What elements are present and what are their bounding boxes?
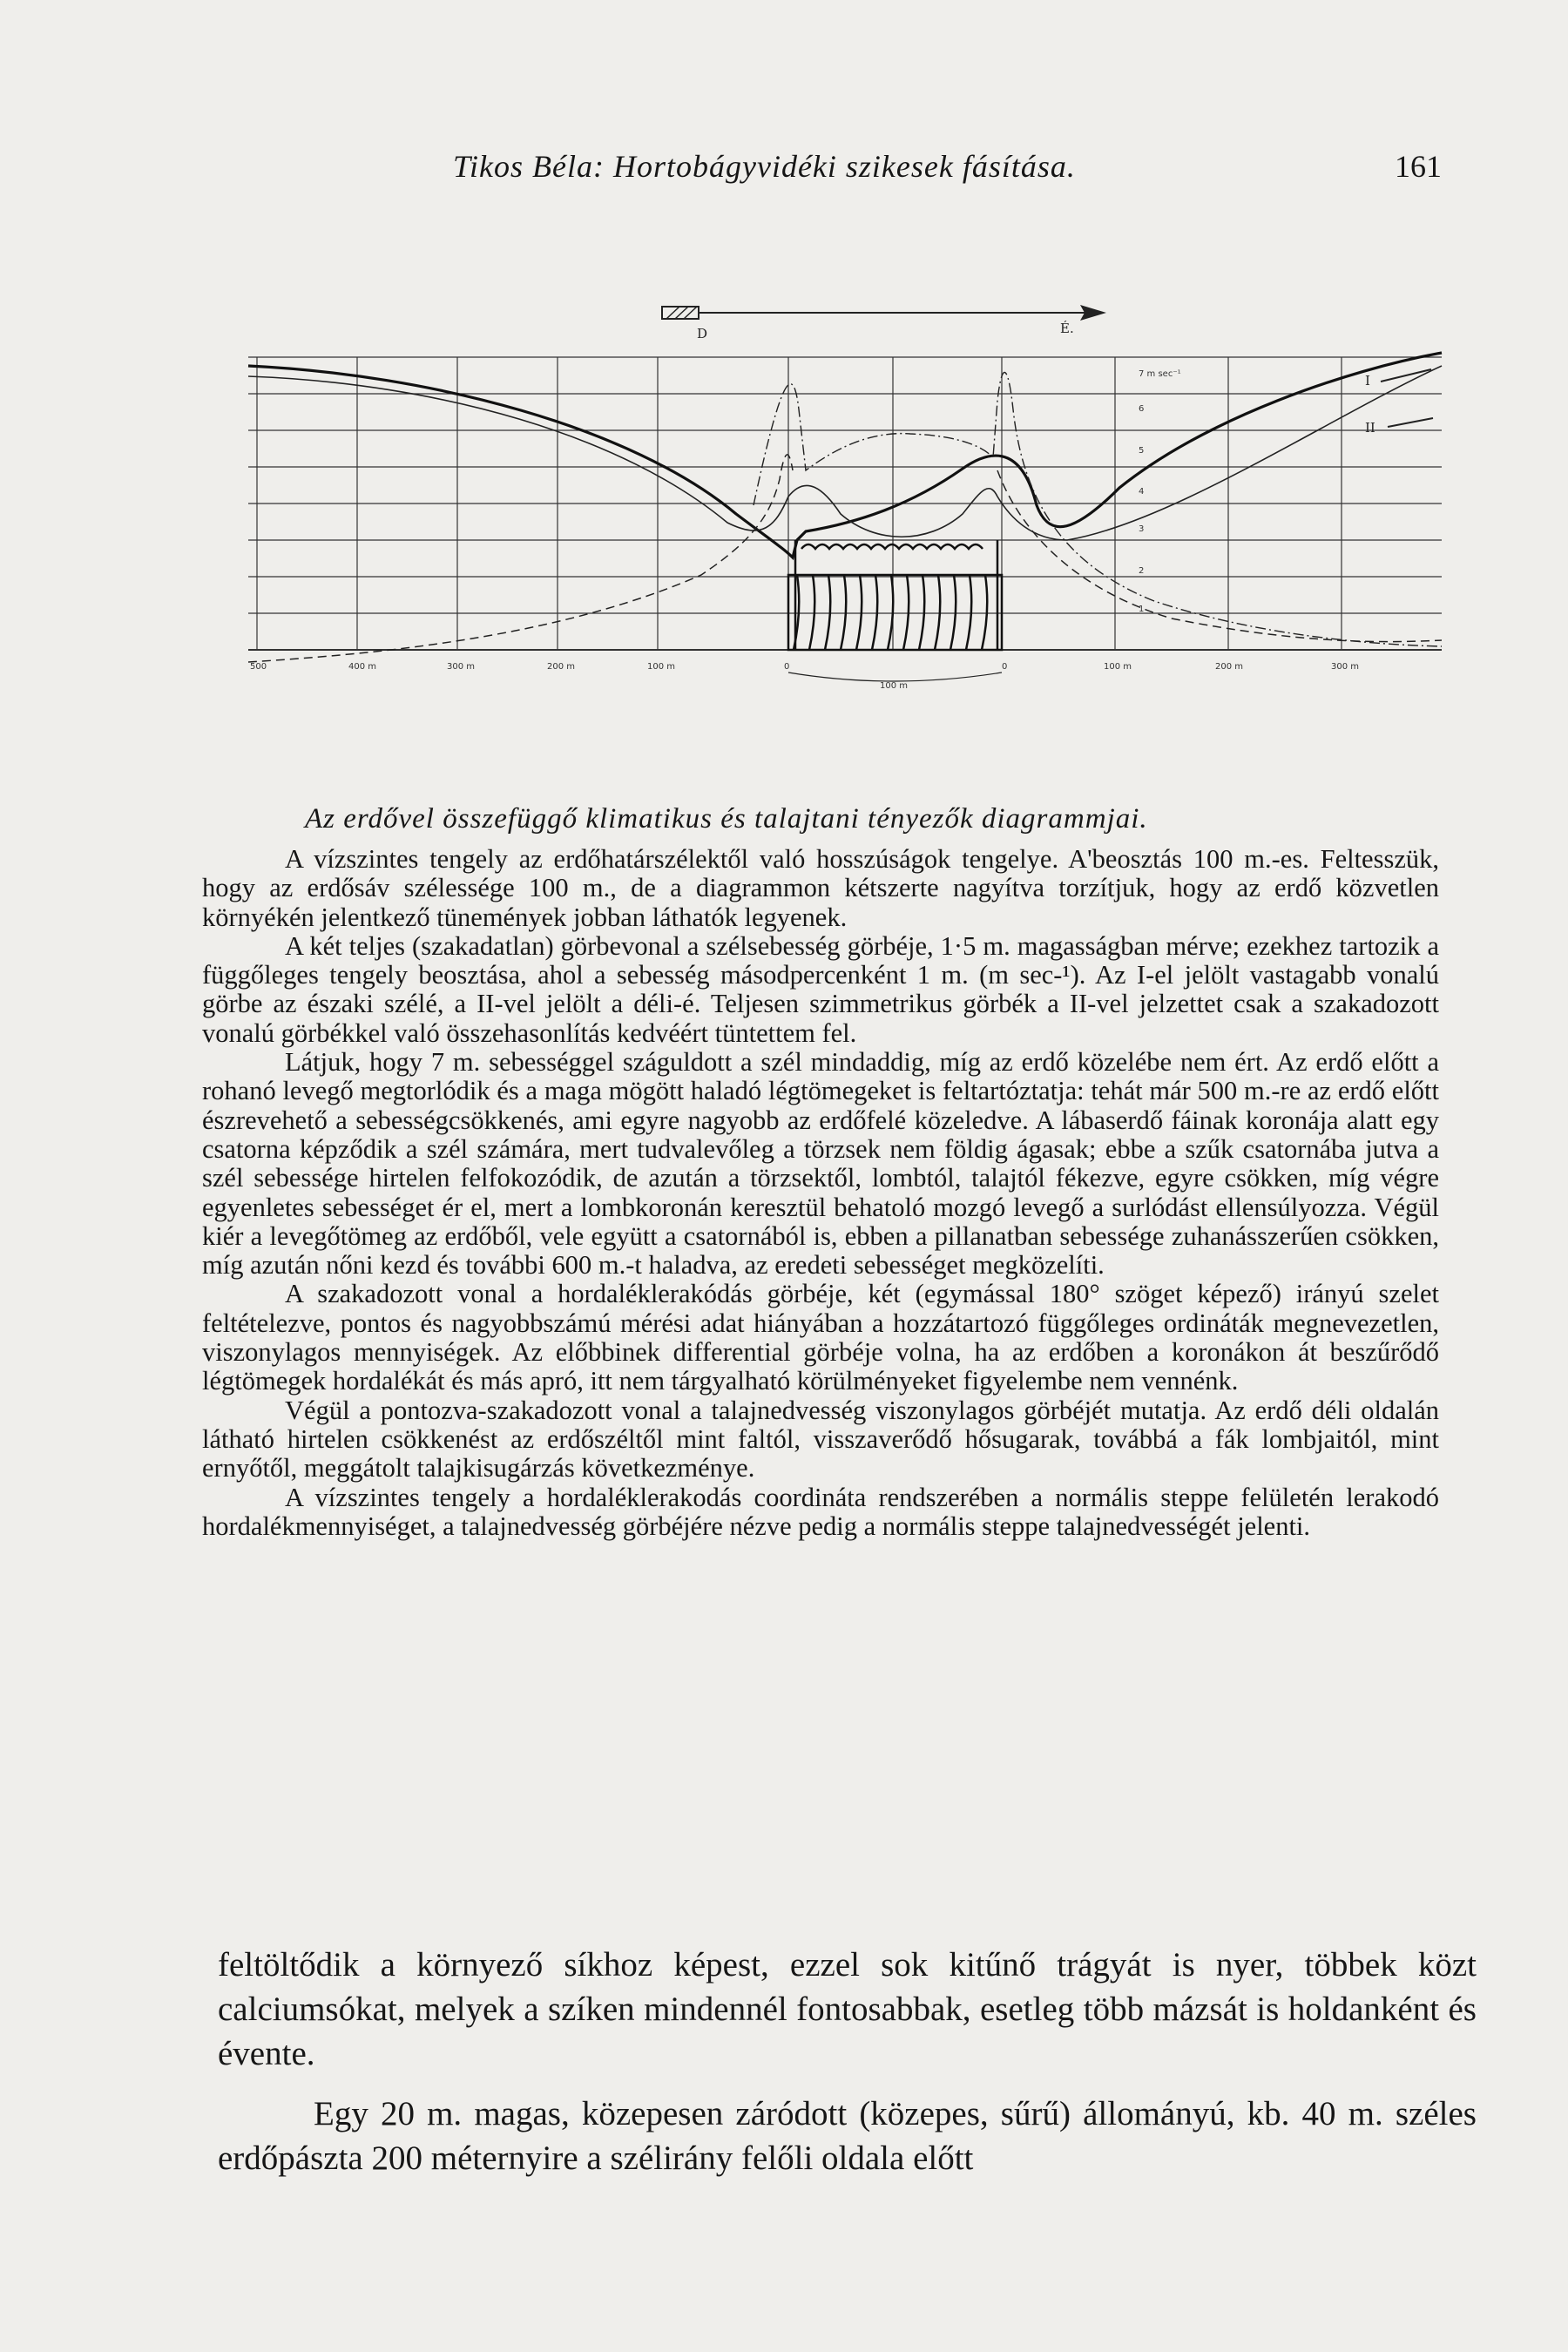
right-axis-tick-3: 3 xyxy=(1139,524,1145,534)
explanation-paragraph: A két teljes (szakadatlan) görbevonal a szélsebesség görbéje, 1·5 m. magasságban mérve; ezekhez tartozik a függőleges tengely beosztása, ahol a sebesség másodpercenként 1 m. (m sec-¹). Az I-el jelölt vastagabb vonalú görbe az északi szélé, a II-vel jelölt a déli-é. Teljesen szimmetrikus görbék a II-vel jelzettet csak a szakadozott vonalú görbékkel való összehasonlítás kedvéért tüntettem fel. xyxy=(202,930,1439,1048)
right-axis-tick-6: 6 xyxy=(1139,404,1145,414)
right-axis-tick-1: 1 xyxy=(1139,605,1145,614)
bottom-tick-500: 500 xyxy=(250,662,267,672)
bottom-tick-100: 100 m xyxy=(647,662,676,672)
diagram-svg xyxy=(213,279,1450,793)
sediment-curve-right xyxy=(997,470,1442,642)
bottom-tick-200: 200 m xyxy=(547,662,576,672)
bottom-tick-200-right: 200 m xyxy=(1215,662,1244,672)
page-number: 161 xyxy=(1395,149,1442,184)
bottom-tick-100-right: 100 m xyxy=(1104,662,1132,672)
explanation-paragraph: Végül a pontozva-szakadozott vonal a talajnedvesség viszonylagos görbéjét mutatja. Az erdő déli oldalán látható hirtelen csökkenést az erdőszéltől mint faltól, visszaverődő hősugarak, továbbá a fák lombjaitól, mint ernyőtől, meggátolt talajkisugárzás következménye. xyxy=(202,1395,1439,1484)
explanation-paragraph: A vízszintes tengely a hordaléklerakodás coordináta rendszerében a normális steppe felületén lerakodó hordalékmennyiséget, a talajnedvesség görbéjére nézve pedig a normális steppe talajnedvességét jelenti. xyxy=(202,1482,1439,1541)
right-axis-tick-2: 2 xyxy=(1139,566,1145,576)
running-header xyxy=(453,148,1442,200)
bottom-tick-0-left: 0 xyxy=(784,662,790,672)
explanation-paragraph: A vízszintes tengely az erdőhatárszélektől való hosszúságok tengelye. A'beosztás 100 m.-es. Feltesszük, hogy az erdősáv szélessége 100 m., de a diagrammon kétszerte nagyítva torzítjuk, hogy az erdő közvetlen környékén jelentkező tünemények jobban láthatók legyenek. xyxy=(202,844,1439,932)
right-axis-tick-4: 4 xyxy=(1139,487,1145,497)
right-axis-tick-5: 5 xyxy=(1139,446,1145,456)
bottom-tick-400: 400 m xyxy=(348,662,377,672)
bottom-tick-300-right: 300 m xyxy=(1331,662,1360,672)
sediment-curve-left xyxy=(248,455,793,662)
wind-curve-II xyxy=(248,366,1442,540)
bottom-tick-300: 300 m xyxy=(447,662,476,672)
explanation-paragraph: Látjuk, hogy 7 m. sebességgel száguldott a szél mindaddig, míg az erdő közelébe nem ért. Az erdő előtt a rohanó levegő megtorlódik és a maga mögött haladó légtömegeket is feltartóztatja: tehát már 500 m.-re az erdő előtt észrevehető a sebességcsökkenés, ami egyre nagyobb az erdőfelé közeledve. A lábaserdő fáinak koronája alatt egy csatorna képződik a szél számára, mert tudvalevőleg a törzsek nem földig ágasak; ebbe a szűk csatornába jutva a szél sebessége hirtelen felfokozódik, de azután a törzsektől, lombtól, talajtól fékezve, egyre csökken, míg végre egyenletes sebességet ér el, mert a lombkoronán keresztül behatoló mozgó levegő a surlódást ellensúlyozza. Végül kiér a levegőtömeg az erdőből, vele együtt a csatornából is, ebben a pillanatban sebessége zuhanásszerűen csökken, míg azután nőni kezd és további 600 m.-t haladva, az eredeti sebességet megközelíti. xyxy=(202,1047,1439,1281)
arrow-label-right: É. xyxy=(1060,321,1074,336)
climate-soil-diagram xyxy=(213,279,1450,793)
forest-strip xyxy=(788,540,1002,650)
bottom-tick-0-right: 0 xyxy=(1002,662,1008,672)
main-body-text xyxy=(218,1943,1477,2180)
right-axis-tick-7: 7 m sec⁻¹ xyxy=(1139,369,1181,379)
arrow-label-left: D xyxy=(697,326,708,341)
curve-label-II: II xyxy=(1365,420,1375,436)
curve-label-I: I xyxy=(1365,373,1370,389)
explanation-paragraph: A szakadozott vonal a hordaléklerakódás görbéje, két (egymással 180° szöget képező) irányú szelet feltételezve, pontos és nagyobbszámú mérési adat hiányában a hozzátartozó függőleges ordináták megnevezetlen, viszonylagos mennyiségek. Az előbbinek differential görbéje volna, ha az erdőben a koronákon át beszűrődő légtömegek hordalékát és más apró, itt nem tárgyalható körülményeket figyelembe nem vennénk. xyxy=(202,1279,1439,1396)
wind-curve-I xyxy=(248,353,1442,558)
bottom-tick-forest-100: 100 m xyxy=(880,681,909,691)
figure-explanation xyxy=(202,845,1439,1541)
body-paragraph: feltöltődik a környező síkhoz képest, ezzel sok kitűnő trágyát is nyer, többek közt calciumsókat, melyek a szíken mindennél fontosabbak, esetleg több mázsát is holdanként és évente. xyxy=(218,1946,1477,2072)
figure-caption: Az erdővel összefüggő klimatikus és talajtani tényezők diagrammjai. xyxy=(305,803,1148,835)
running-title: Tikos Béla: Hortobágyvidéki szikesek fásítása. xyxy=(453,149,1076,184)
body-paragraph: Egy 20 m. magas, közepesen záródott (közepes, sűrű) állományú, kb. 40 m. széles erdőpászta 200 méternyire a szélirány felőli oldala előtt xyxy=(218,2095,1477,2177)
wind-direction-arrow xyxy=(662,305,1106,321)
